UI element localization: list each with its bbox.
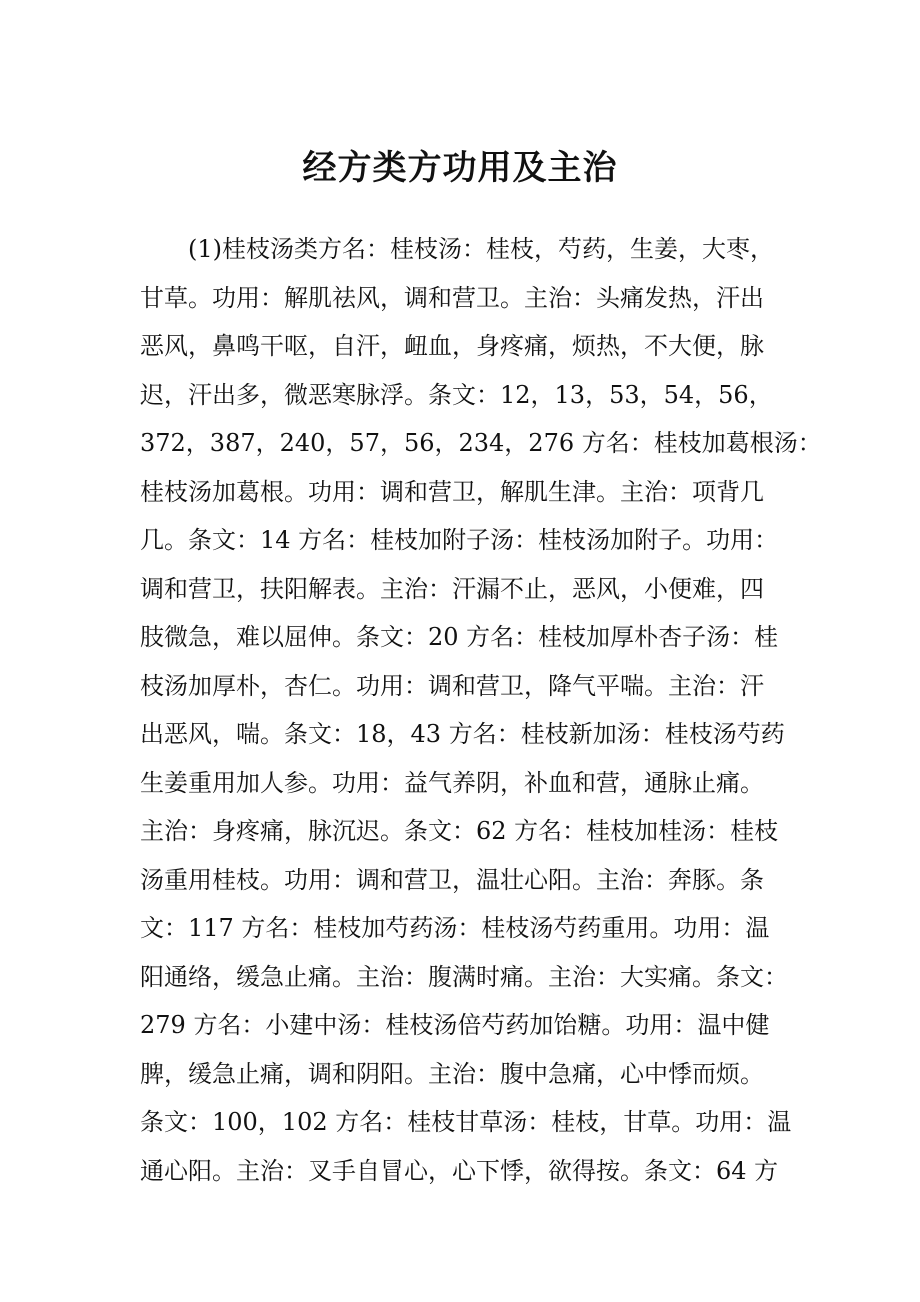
text-line: 桂枝汤加葛根。功用：调和营卫，解肌生津。主治：项背几	[140, 477, 764, 506]
text-line: 恶风，鼻鸣干呕，自汗，衄血，身疼痛，烦热，不大便，脉	[140, 332, 764, 360]
page-title: 经方类方功用及主治	[302, 148, 618, 188]
text-line: 文：117 方名：桂枝加芍药汤：桂枝汤芍药重用。功用：温	[140, 914, 770, 942]
text-line: 脾，缓急止痛，调和阴阳。主治：腹中急痛，心中悸而烦。	[140, 1059, 764, 1088]
text-line: 372，387，240，57，56，234，276 方名：桂枝加葛根汤：	[140, 429, 822, 457]
text-line: 枝汤加厚朴，杏仁。功用：调和营卫，降气平喘。主治：汗	[140, 671, 764, 700]
text-line: (1)桂枝汤类方名：桂枝汤：桂枝，芍药，生姜，大枣，	[188, 235, 774, 263]
text-line: 汤重用桂枝。功用：调和营卫，温壮心阳。主治：奔豚。条	[140, 865, 764, 894]
text-line: 甘草。功用：解肌祛风，调和营卫。主治：头痛发热，汗出	[140, 283, 764, 312]
text-line: 279 方名：小建中汤：桂枝汤倍芍药加饴糖。功用：温中健	[140, 1011, 770, 1039]
body-text	[140, 225, 822, 1195]
text-line: 肢微急，难以屈伸。条文：20 方名：桂枝加厚朴杏子汤：桂	[140, 623, 779, 651]
text-line: 调和营卫，扶阳解表。主治：汗漏不止，恶风，小便难，四	[140, 574, 764, 603]
text-line: 出恶风，喘。条文：18，43 方名：桂枝新加汤：桂枝汤芍药	[140, 720, 785, 748]
text-line: 通心阳。主治：叉手自冒心，心下悸，欲得按。条文：64 方	[140, 1156, 779, 1185]
text-line: 几。条文：14 方名：桂枝加附子汤：桂枝汤加附子。功用：	[140, 526, 779, 554]
text-line: 主治：身疼痛，脉沉迟。条文：62 方名：桂枝加桂汤：桂枝	[140, 817, 779, 845]
text-line: 迟，汗出多，微恶寒脉浮。条文：12，13，53，54，56，	[140, 380, 773, 409]
text-line: 生姜重用加人参。功用：益气养阴，补血和营，通脉止痛。	[140, 768, 764, 797]
text-line: 条文：100，102 方名：桂枝甘草汤：桂枝，甘草。功用：温	[140, 1108, 792, 1136]
text-line: 阳通络，缓急止痛。主治：腹满时痛。主治：大实痛。条文：	[140, 962, 788, 991]
